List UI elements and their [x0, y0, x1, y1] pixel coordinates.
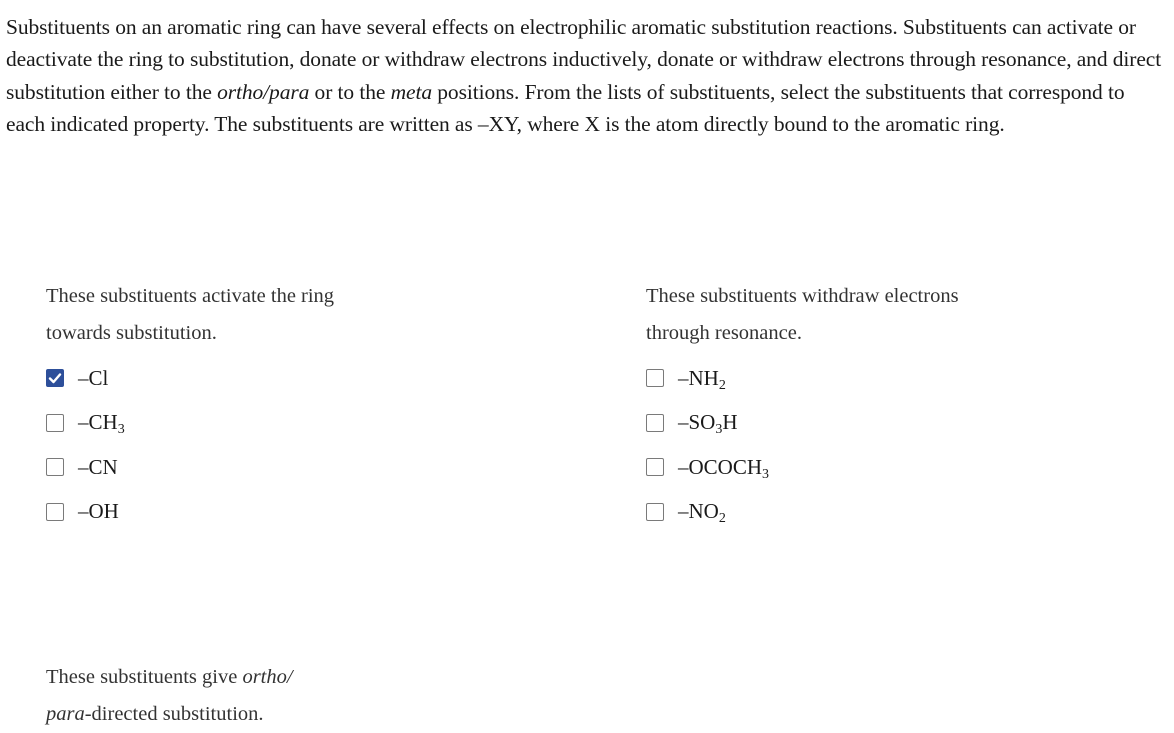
checkmark-icon	[48, 371, 62, 385]
option-label: $-OCOCH_3$	[678, 454, 770, 482]
checkbox[interactable]	[646, 503, 664, 521]
group-prompt: These substituents activate the ring towards substitution.	[46, 285, 335, 344]
option-label: $-NH_2$	[678, 365, 726, 393]
checkbox[interactable]	[46, 503, 64, 521]
option-no2[interactable]	[646, 490, 1066, 535]
option-cl[interactable]	[46, 356, 466, 401]
option-label: –CN	[78, 454, 118, 479]
ortho-para-term: ortho/ para	[46, 666, 293, 725]
group-prompt: These substituents withdraw electrons through resonance.	[646, 285, 959, 344]
checkbox[interactable]	[46, 458, 64, 476]
checkbox[interactable]	[46, 369, 64, 387]
option-label: $-CH_3$	[78, 410, 125, 438]
meta-term: meta	[390, 79, 432, 104]
option-oh[interactable]	[46, 490, 466, 535]
option-label: $-NO_2$	[678, 499, 726, 527]
instructions-paragraph: Substituents on an aromatic ring can have several effects on electrophilic aromatic substitution reactions. Substituents can activate or deactivate the ring to substitution, donate or withdraw electrons inductively, donate or withdraw electrons through resonance, and direct substitution either to the ortho/para or to the meta positions. From the lists of substituents, select the substituents that correspond to each indicated property. The substituents are written as –XY, where X is the atom directly bound to the aromatic ring.	[6, 15, 1162, 136]
checkbox[interactable]	[46, 414, 64, 432]
option-cn[interactable]	[46, 445, 466, 490]
option-label: $-SO_3H$	[678, 410, 738, 438]
option-nh2[interactable]	[646, 356, 1066, 401]
ortho-para-term: ortho/para	[217, 79, 310, 104]
checkbox[interactable]	[646, 458, 664, 476]
question-group-ortho-para-directors	[46, 659, 466, 733]
option-ch3[interactable]	[46, 401, 466, 446]
option-ococh3[interactable]	[646, 445, 1066, 490]
checkbox[interactable]	[646, 414, 664, 432]
option-label: –Cl	[78, 365, 109, 390]
option-label: –OH	[78, 499, 119, 524]
question-group-activators	[46, 278, 466, 534]
option-so3h[interactable]	[646, 401, 1066, 446]
question-group-resonance-withdrawers	[646, 278, 1066, 534]
group-prompt: These substituents give ortho/ para-directed substitution.	[46, 666, 293, 725]
checkbox[interactable]	[646, 369, 664, 387]
